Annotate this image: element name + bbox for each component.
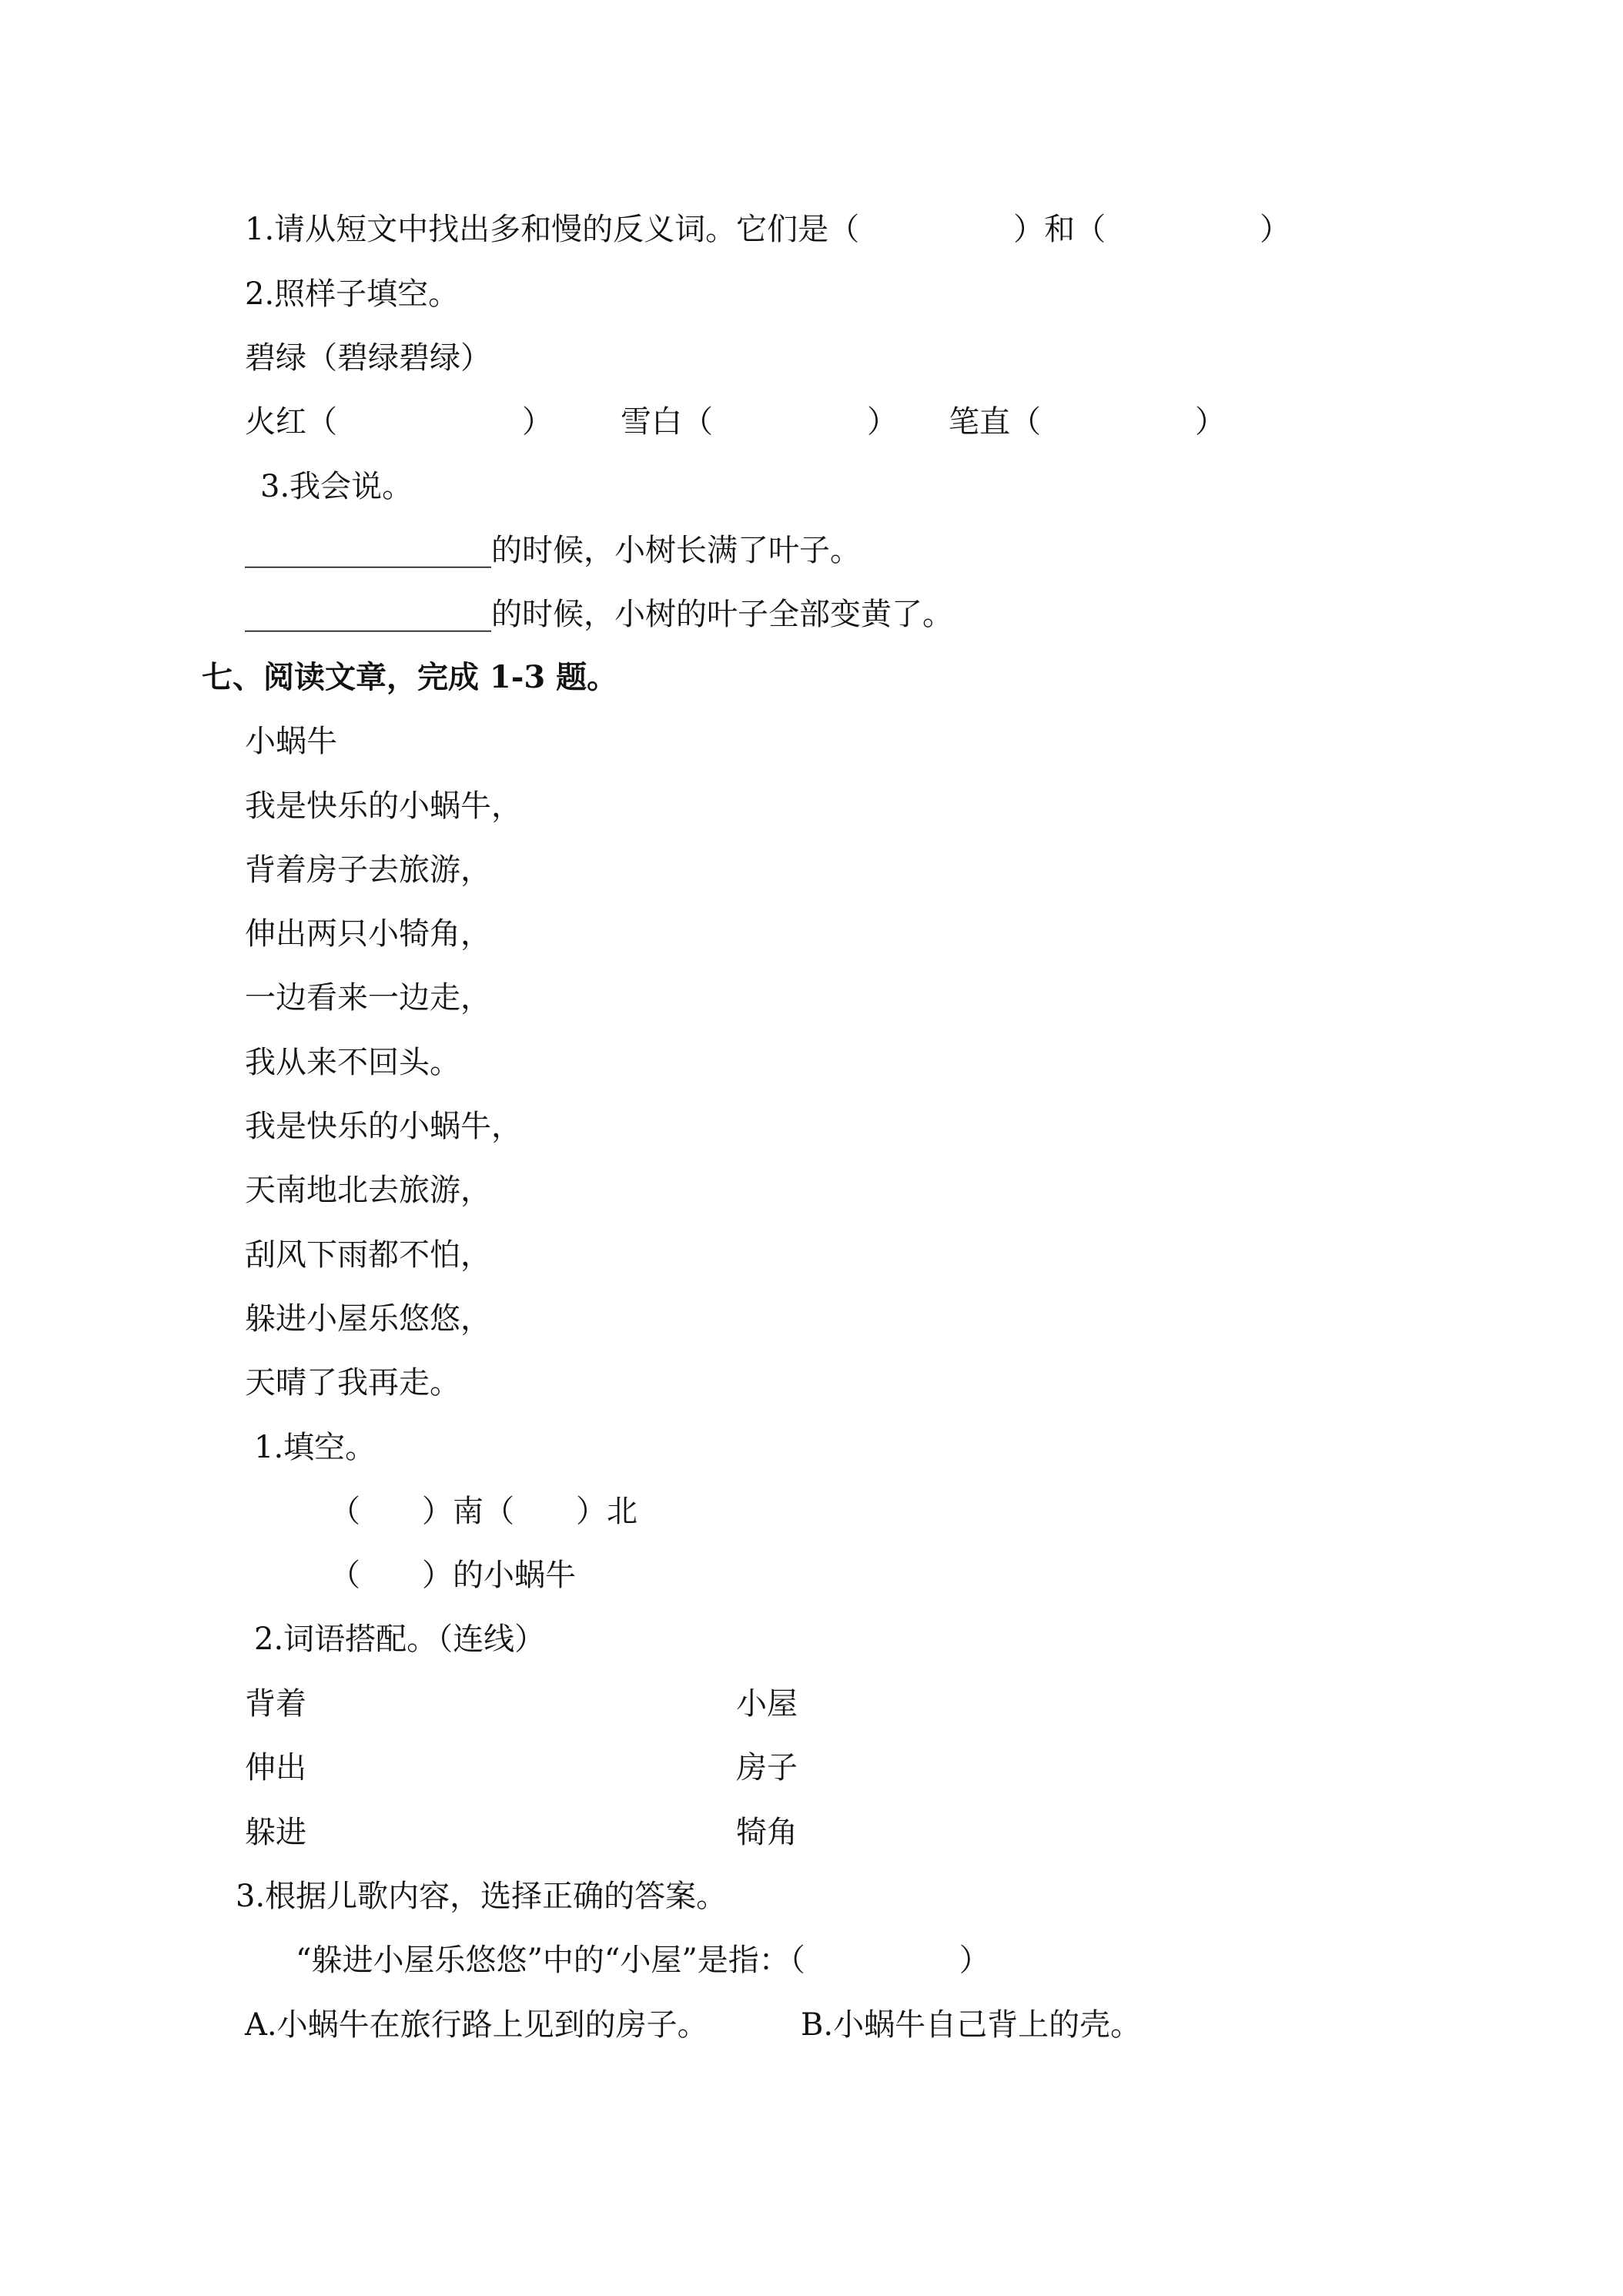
poem-line: 躲进小屋乐悠悠， (245, 1301, 491, 1337)
poem-line: 伸出两只小犄角， (245, 916, 491, 952)
poem-line: 天晴了我再走。 (245, 1365, 460, 1401)
fill-item-nanbei: （ ）南（ ）北 (330, 1494, 637, 1529)
sentence-blank-2: ________________的时候，小树的叶子全部变黄了。 (245, 597, 953, 632)
fill-item-bizhi: 笔直（ ） (949, 404, 1226, 440)
poem-line: 背着房子去旅游， (245, 852, 491, 888)
match-right-item: 犄角 (736, 1815, 798, 1850)
poem-line: 我从来不回头。 (245, 1045, 460, 1080)
match-left-item: 背着 (245, 1686, 306, 1722)
poem-line: 天南地北去旅游， (245, 1173, 491, 1208)
question-6-3: 3.我会说。 (260, 469, 413, 504)
poem-line: 我是快乐的小蜗牛， (245, 788, 522, 824)
question-7-2: 2.词语搭配。（连线） (254, 1622, 546, 1657)
choice-question: “躲进小屋乐悠悠”中的“小屋”是指：（ ） (296, 1943, 990, 1978)
fill-item-snail: （ ）的小蜗牛 (330, 1558, 576, 1593)
fill-item-huohong: 火红（ ） (245, 404, 553, 440)
match-left-item: 躲进 (245, 1815, 306, 1850)
question-6-1: 1.请从短文中找出多和慢的反义词。它们是（ ）和（ ） (245, 212, 1291, 247)
option-b: B.小蜗牛自己背上的壳。 (801, 2007, 1142, 2043)
option-a: A.小蜗牛在旅行路上见到的房子。 (245, 2007, 708, 2043)
example-text: 碧绿（碧绿碧绿） (245, 340, 491, 376)
fill-item-xuebai: 雪白（ ） (621, 404, 898, 440)
match-right-item: 小屋 (736, 1686, 798, 1722)
poem-line: 刮风下雨都不怕， (245, 1237, 491, 1273)
question-7-3: 3.根据儿歌内容，选择正确的答案。 (236, 1879, 728, 1914)
question-6-2: 2.照样子填空。 (245, 276, 460, 312)
sentence-blank-1: ________________的时候，小树长满了叶子。 (245, 533, 861, 568)
question-7-1: 1.填空。 (254, 1430, 376, 1465)
match-right-item: 房子 (736, 1750, 798, 1786)
match-left-item: 伸出 (245, 1750, 306, 1786)
poem-line: 我是快乐的小蜗牛， (245, 1109, 522, 1144)
poem-title: 小蜗牛 (245, 724, 337, 759)
section-heading: 七、阅读文章，完成 1-3 题。 (202, 659, 618, 695)
poem-line: 一边看来一边走， (245, 980, 491, 1016)
